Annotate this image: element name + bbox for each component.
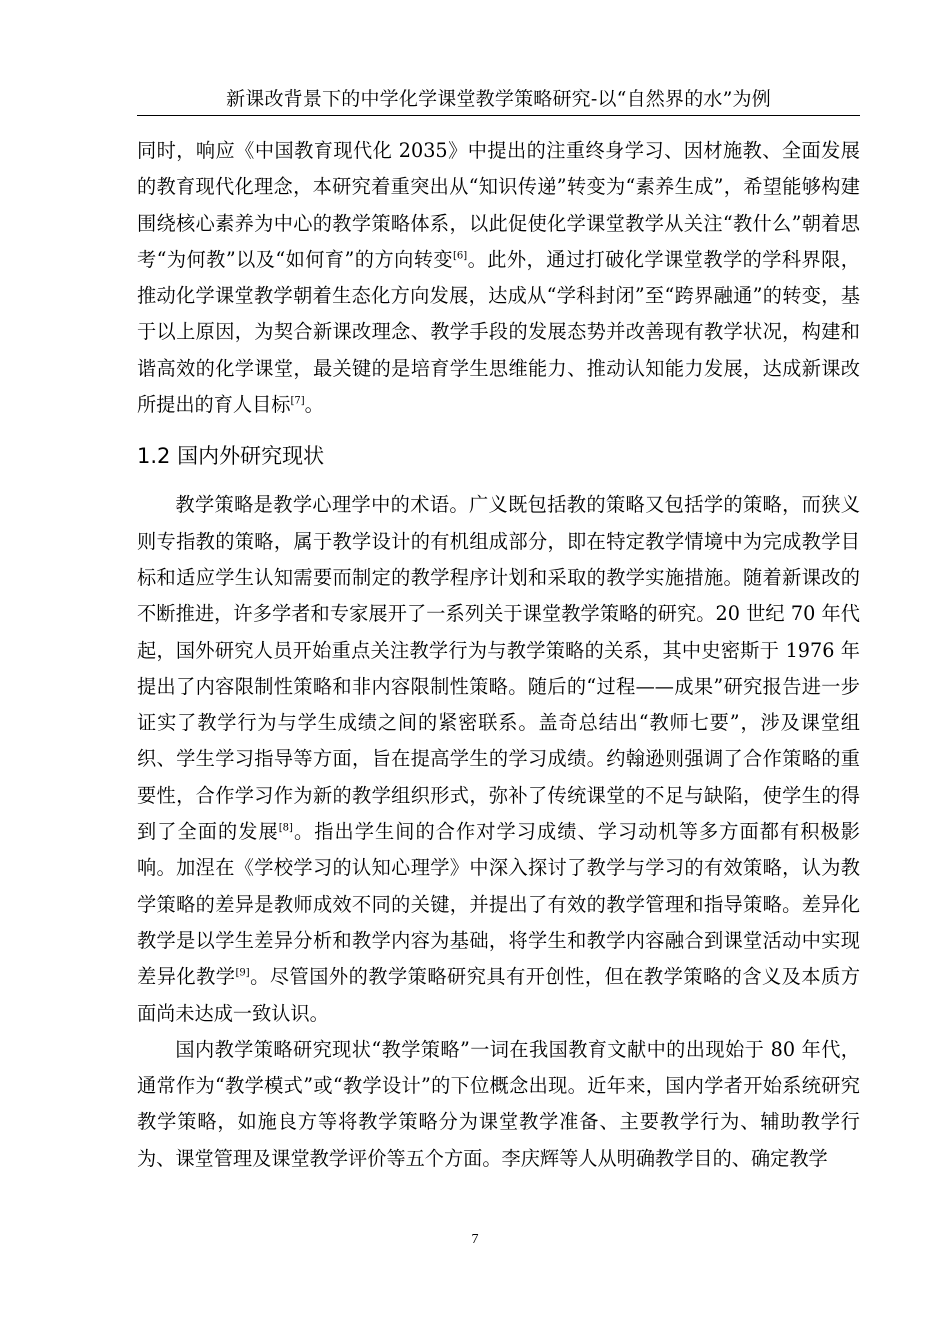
citation: [7] [290, 395, 305, 407]
body-text [137, 133, 860, 1177]
citation: [9] [235, 967, 250, 979]
paragraph [137, 487, 860, 1031]
section-heading: 1.2 国内外研究现状 [137, 444, 325, 469]
citation: [6] [453, 250, 468, 262]
page-number: 7 [471, 1232, 479, 1247]
paragraph-continuation [137, 133, 860, 423]
paragraph-text: 。 [304, 393, 324, 417]
paragraph-text: 国内教学策略研究现状“教学策略”一词在我国教育文献中的出现始于 80 年代，通常作为“教学模式”或“教学设计”的下位概念出现。近年来，国内学者开始系统研究教学策略，如施良方等将教学策略分为课堂教学准备、主要教学行为、辅助教学行为、课堂管理及课堂教学评价等五个方面。李庆辉等人从明确教学目的、确定教学 [137, 1037, 860, 1170]
header-divider [137, 115, 860, 116]
paragraph-text: 同时，响应《中国教育现代化 2035》中提出的注重终身学习、因材施教、全面发展的教育现代化理念，本研究着重突出从“知识传递”转变为“素养生成”，希望能够构建围绕核心素养为中心的教学策略体系，以此促使化学课堂教学从关注“教什么”朝着思考“为何教”以及“如何育”的方向转变 [137, 139, 860, 271]
paragraph-text: 。此外，通过打破化学课堂教学的学科界限，推动化学课堂教学朝着生态化方向发展，达成从“学科封闭”至“跨界融通”的转变，基于以上原因，为契合新课改理念、教学手段的发展态势并改善现有教学状况，构建和谐高效的化学课堂，最关键的是培育学生思维能力、推动认知能力发展，达成新课改所提出的育人目标 [137, 247, 860, 417]
running-header: 新课改背景下的中学化学课堂教学策略研究-以“自然界的水”为例 [226, 88, 771, 110]
paragraph-text: 。指出学生间的合作对学习成绩、学习动机等多方面都有积极影响。加涅在《学校学习的认知心理学》中深入探讨了教学与学习的有效策略，认为教学策略的差异是教师成效不同的关键，并提出了有效的教学管理和指导策略。差异化教学是以学生差异分析和教学内容为基础，将学生和教学内容融合到课堂活动中实现差异化教学 [137, 820, 860, 989]
citation: [8] [278, 822, 293, 834]
paragraph-text: 。尽管国外的教学策略研究具有开创性，但在教学策略的含义及本质方面尚未达成一致认识。 [137, 965, 861, 1025]
paragraph-text: 教学策略是教学心理学中的术语。广义既包括教的策略又包括学的策略，而狭义则专指教的策略，属于教学设计的有机组成部分，即在特定教学情境中为完成教学目标和适应学生认知需要而制定的教学程序计划和采取的教学实施措施。随着新课改的不断推进，许多学者和专家展开了一系列关于课堂教学策略的研究。20 世纪 70 年代起，国外研究人员开始重点关注教学行为与教学策略的关系，其中史密斯于 1976 年提出了内容限制性策略和非内容限制性策略。随后的“过程——成果”研究报告进一步证实了教学行为与学生成绩之间的紧密联系。盖奇总结出“教师七要”，涉及课堂组织、学生学习指导等方面，旨在提高学生的学习成绩。约翰逊则强调了合作策略的重要性，合作学习作为新的教学组织形式，弥补了传统课堂的不足与缺陷，使学生的得到了全面的发展 [137, 493, 860, 844]
paragraph [137, 1032, 860, 1177]
